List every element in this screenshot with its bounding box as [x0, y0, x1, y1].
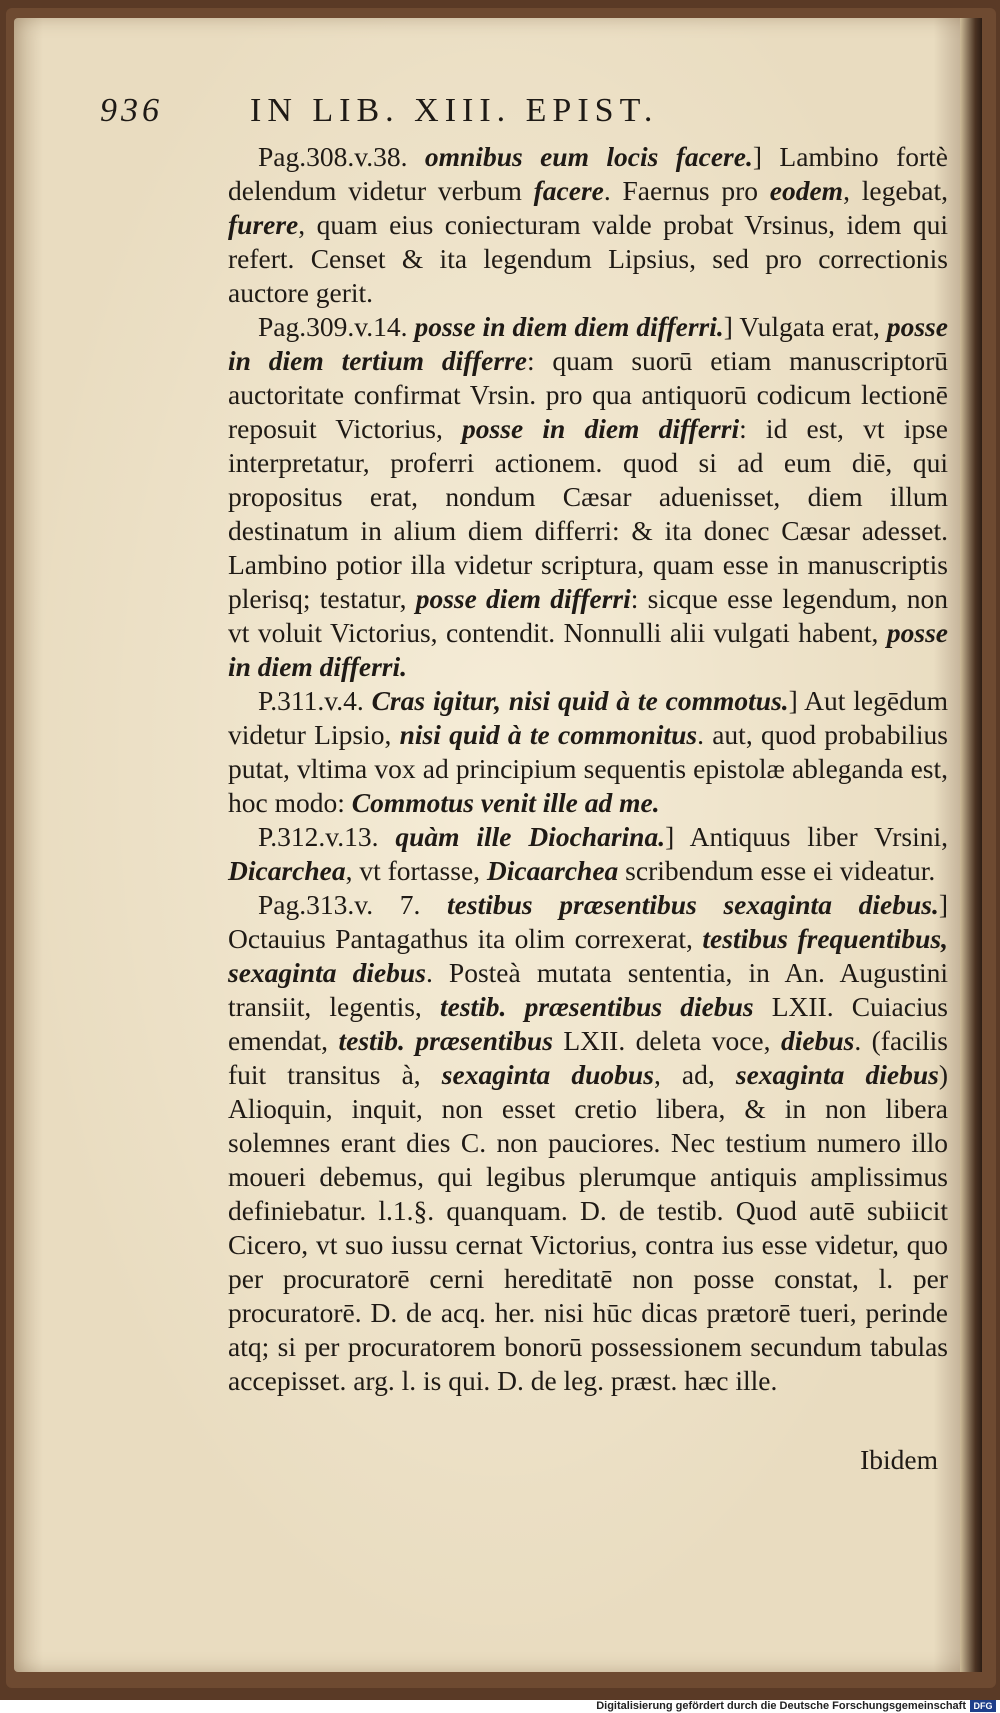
cited-phrase: omnibus eum locis facere.	[424, 141, 753, 172]
cited-phrase: posse in diem differri.	[228, 617, 948, 682]
commentary-paragraph	[228, 820, 948, 888]
cited-phrase: Cras igitur, nisi quid à te commotus.	[371, 685, 789, 716]
commentary-run: ] Aut legēdum videtur Lipsio,	[228, 685, 948, 750]
cited-phrase: sexaginta duobus	[441, 1059, 654, 1090]
cited-phrase: posse in diem differri	[462, 413, 740, 444]
cited-phrase: posse diem differri	[415, 583, 631, 614]
cited-phrase: nisi quid à te commonitus	[399, 719, 698, 750]
page-gutter	[960, 18, 982, 1672]
commentary-run: ] Octauius Pantagathus ita olim correxerat,	[228, 889, 948, 954]
commentary-run: scribendum esse ei videatur.	[618, 855, 936, 886]
commentary-run: , legebat,	[843, 175, 948, 206]
cited-phrase: sexaginta diebus	[735, 1059, 939, 1090]
cited-phrase: Commotus venit ille ad me.	[351, 787, 660, 818]
catchword: Ibidem	[860, 1444, 938, 1475]
cited-phrase: posse in diem tertium differre	[228, 311, 948, 376]
commentary-run: Pag.309.v.14.	[258, 311, 415, 342]
commentary-run: Pag.313.v. 7.	[258, 889, 448, 920]
cited-phrase: Dicaarchea	[486, 855, 619, 886]
commentary-run: P.312.v.13.	[258, 821, 396, 852]
commentary-paragraph	[228, 684, 948, 820]
cited-phrase: testib. præsentibus	[338, 1025, 553, 1056]
cited-phrase: testib. præsentibus diebus	[439, 991, 754, 1022]
commentary-run: : id est, vt ipse interpretatur, proferri actionem. quod si ad eum diē, qui propositus erat, nondum Cæsar aduenisset, diem illum destinatum in alium diem differri: & ita donec Cæsar adesset. Lambino potior illa videtur scriptura, quam esse in manuscriptis plerisq; testatur,	[228, 413, 948, 614]
commentary-run: , quam eius coniecturam valde probat Vrsinus, idem qui refert. Censet & ita legendum Lipsius, sed pro correctionis auctore gerit.	[228, 209, 948, 308]
commentary-paragraph	[228, 310, 948, 684]
page-number: 936	[100, 92, 163, 129]
commentary-run: LXII. Cuiacius emendat,	[228, 991, 948, 1056]
commentary-run: Pag.308.v.38.	[258, 141, 425, 172]
commentary-run: ] Vulgata erat,	[723, 311, 887, 342]
cited-phrase: testibus præsentibus sexaginta diebus.	[447, 889, 939, 920]
commentary-run: , vt fortasse,	[345, 855, 487, 886]
commentary-run: ] Antiquus liber Vrsini,	[665, 821, 948, 852]
running-head	[100, 92, 820, 136]
commentary-paragraph	[228, 888, 948, 1398]
cited-phrase: eodem	[769, 175, 844, 206]
running-title: IN LIB. XIII. EPIST.	[250, 92, 659, 129]
commentary-run: . (facilis fuit transitus à,	[228, 1025, 948, 1090]
cited-phrase: testibus frequentibus, sexaginta diebus	[228, 923, 948, 988]
commentary-text	[228, 140, 948, 1398]
cited-phrase: Dicarchea	[228, 855, 346, 886]
commentary-paragraph	[228, 140, 948, 310]
cited-phrase: furere	[228, 209, 299, 240]
commentary-run: LXII. deleta voce,	[552, 1025, 781, 1056]
commentary-run: , ad,	[653, 1059, 736, 1090]
cited-phrase: quàm ille Diocharina.	[395, 821, 666, 852]
cited-phrase: posse in diem diem differri.	[414, 311, 724, 342]
commentary-run: P.311.v.4.	[258, 685, 372, 716]
commentary-run: . aut, quod probabilius putat, vltima vox ad principium sequentis epistolæ ableganda est, hoc modo:	[228, 719, 948, 818]
dfg-logo: DFG	[970, 1700, 996, 1712]
cited-phrase: diebus	[780, 1025, 855, 1056]
cited-phrase: facere	[533, 175, 604, 206]
commentary-run: : sicque esse legendum, non vt voluit Victorius, contendit. Nonnulli alii vulgati habent,	[228, 583, 949, 648]
commentary-run: : quam suorū etiam manuscriptorū auctoritate confirmat Vrsin. pro qua antiquorū codicum lectionē reposuit Victorius,	[228, 345, 949, 444]
commentary-run: . Faernus pro	[603, 175, 770, 206]
commentary-run: . Posteà mutata sententia, in An. Augustini transiit, legentis,	[228, 957, 948, 1022]
funding-credit: Digitalisierung gefördert durch die Deutsche Forschungsgemeinschaft	[596, 1700, 966, 1712]
commentary-run: ] Lambino fortè delendum videtur verbum	[228, 141, 948, 206]
commentary-run: ) Alioquin, inquit, non esset cretio libera, & in non libera solemnes erant dies C. non pauciores. Nec testium numero illo moueri debemus, qui legibus plerumque antiquis amplissimus definiebatur. l.1.§. quanquam. D. de testib. Quod autē subiicit Cicero, vt suo iussu cernat Victorius, contra ius esse videtur, quo per procuratorē cerni hereditatē non posse constat, l. per procuratorē. D. de acq. her. nisi hūc dicas prætorē tueri, perinde atq; si per procuratorem bonorū possessionem secundum tabulas accepisset. arg. l. is qui. D. de leg. præst. hæc ille.	[228, 1059, 948, 1396]
